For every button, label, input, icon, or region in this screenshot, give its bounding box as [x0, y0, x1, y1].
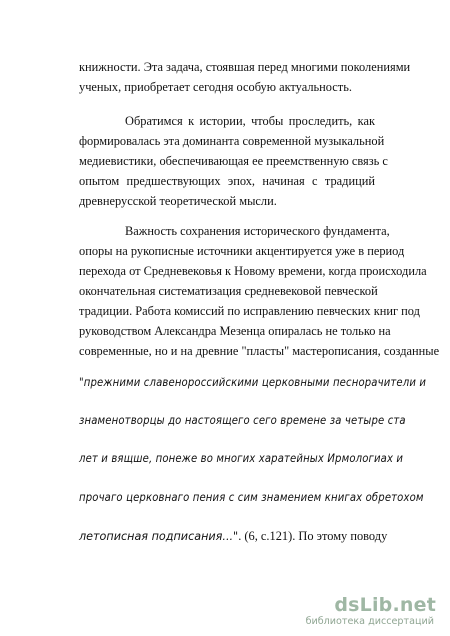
- watermark-tagline: библиотека диссертаций: [305, 616, 434, 627]
- text-line-4: формировалась эта доминанта современной музыкальной: [79, 134, 385, 148]
- watermark-logo: dsLib.net: [334, 594, 436, 616]
- text-line-1: книжности. Эта задача, стоявшая перед многими поколениями: [79, 60, 411, 74]
- quote-line-2: знаменотворцы до настоящего сего времене за четыре ста: [79, 414, 406, 427]
- quote-end: летописная подписания...": [79, 530, 239, 543]
- quote-line-5: [79, 528, 388, 545]
- text-line-2: ученых, приобретает сегодня особую актуальность.: [79, 80, 352, 94]
- text-line-12: традиции. Работа комиссий по исправлению певческих книг под: [79, 304, 420, 318]
- site-watermark: [286, 594, 436, 630]
- citation-text: . (6, с.121). По этому поводу: [238, 529, 388, 543]
- text-line-5: медиевистики, обеспечивающая ее преемственную связь с: [79, 154, 388, 168]
- text-line-10: перехода от Средневековья к Новому времени, когда происходила: [79, 264, 427, 278]
- text-line-3: Обратимся к истории, чтобы проследить, как: [125, 114, 375, 128]
- text-line-7: древнерусской теоретической мысли.: [79, 194, 277, 208]
- text-line-9: опоры на рукописные источники акцентируется уже в период: [79, 244, 405, 258]
- text-line-13: руководством Александра Мезенца опиралась не только на: [79, 324, 391, 338]
- text-line-11: окончательная систематизация средневековой певческой: [79, 284, 378, 298]
- text-line-6: опытом предшествующих эпох, начиная с традиций: [79, 174, 375, 188]
- text-line-14: современные, но и на древние "пласты" мастерописания, созданные: [79, 344, 440, 358]
- quote-line-1: "прежними славенороссийскими церковными песнорачители и: [79, 376, 427, 389]
- quote-line-3: лет и вящше, понеже во многих харатейных Ирмологиах и: [79, 452, 404, 465]
- quote-line-4: прочаго церковнаго пения с сим знамением книгах обретохом: [79, 491, 424, 504]
- text-line-8: Важность сохранения исторического фундамента,: [125, 224, 390, 238]
